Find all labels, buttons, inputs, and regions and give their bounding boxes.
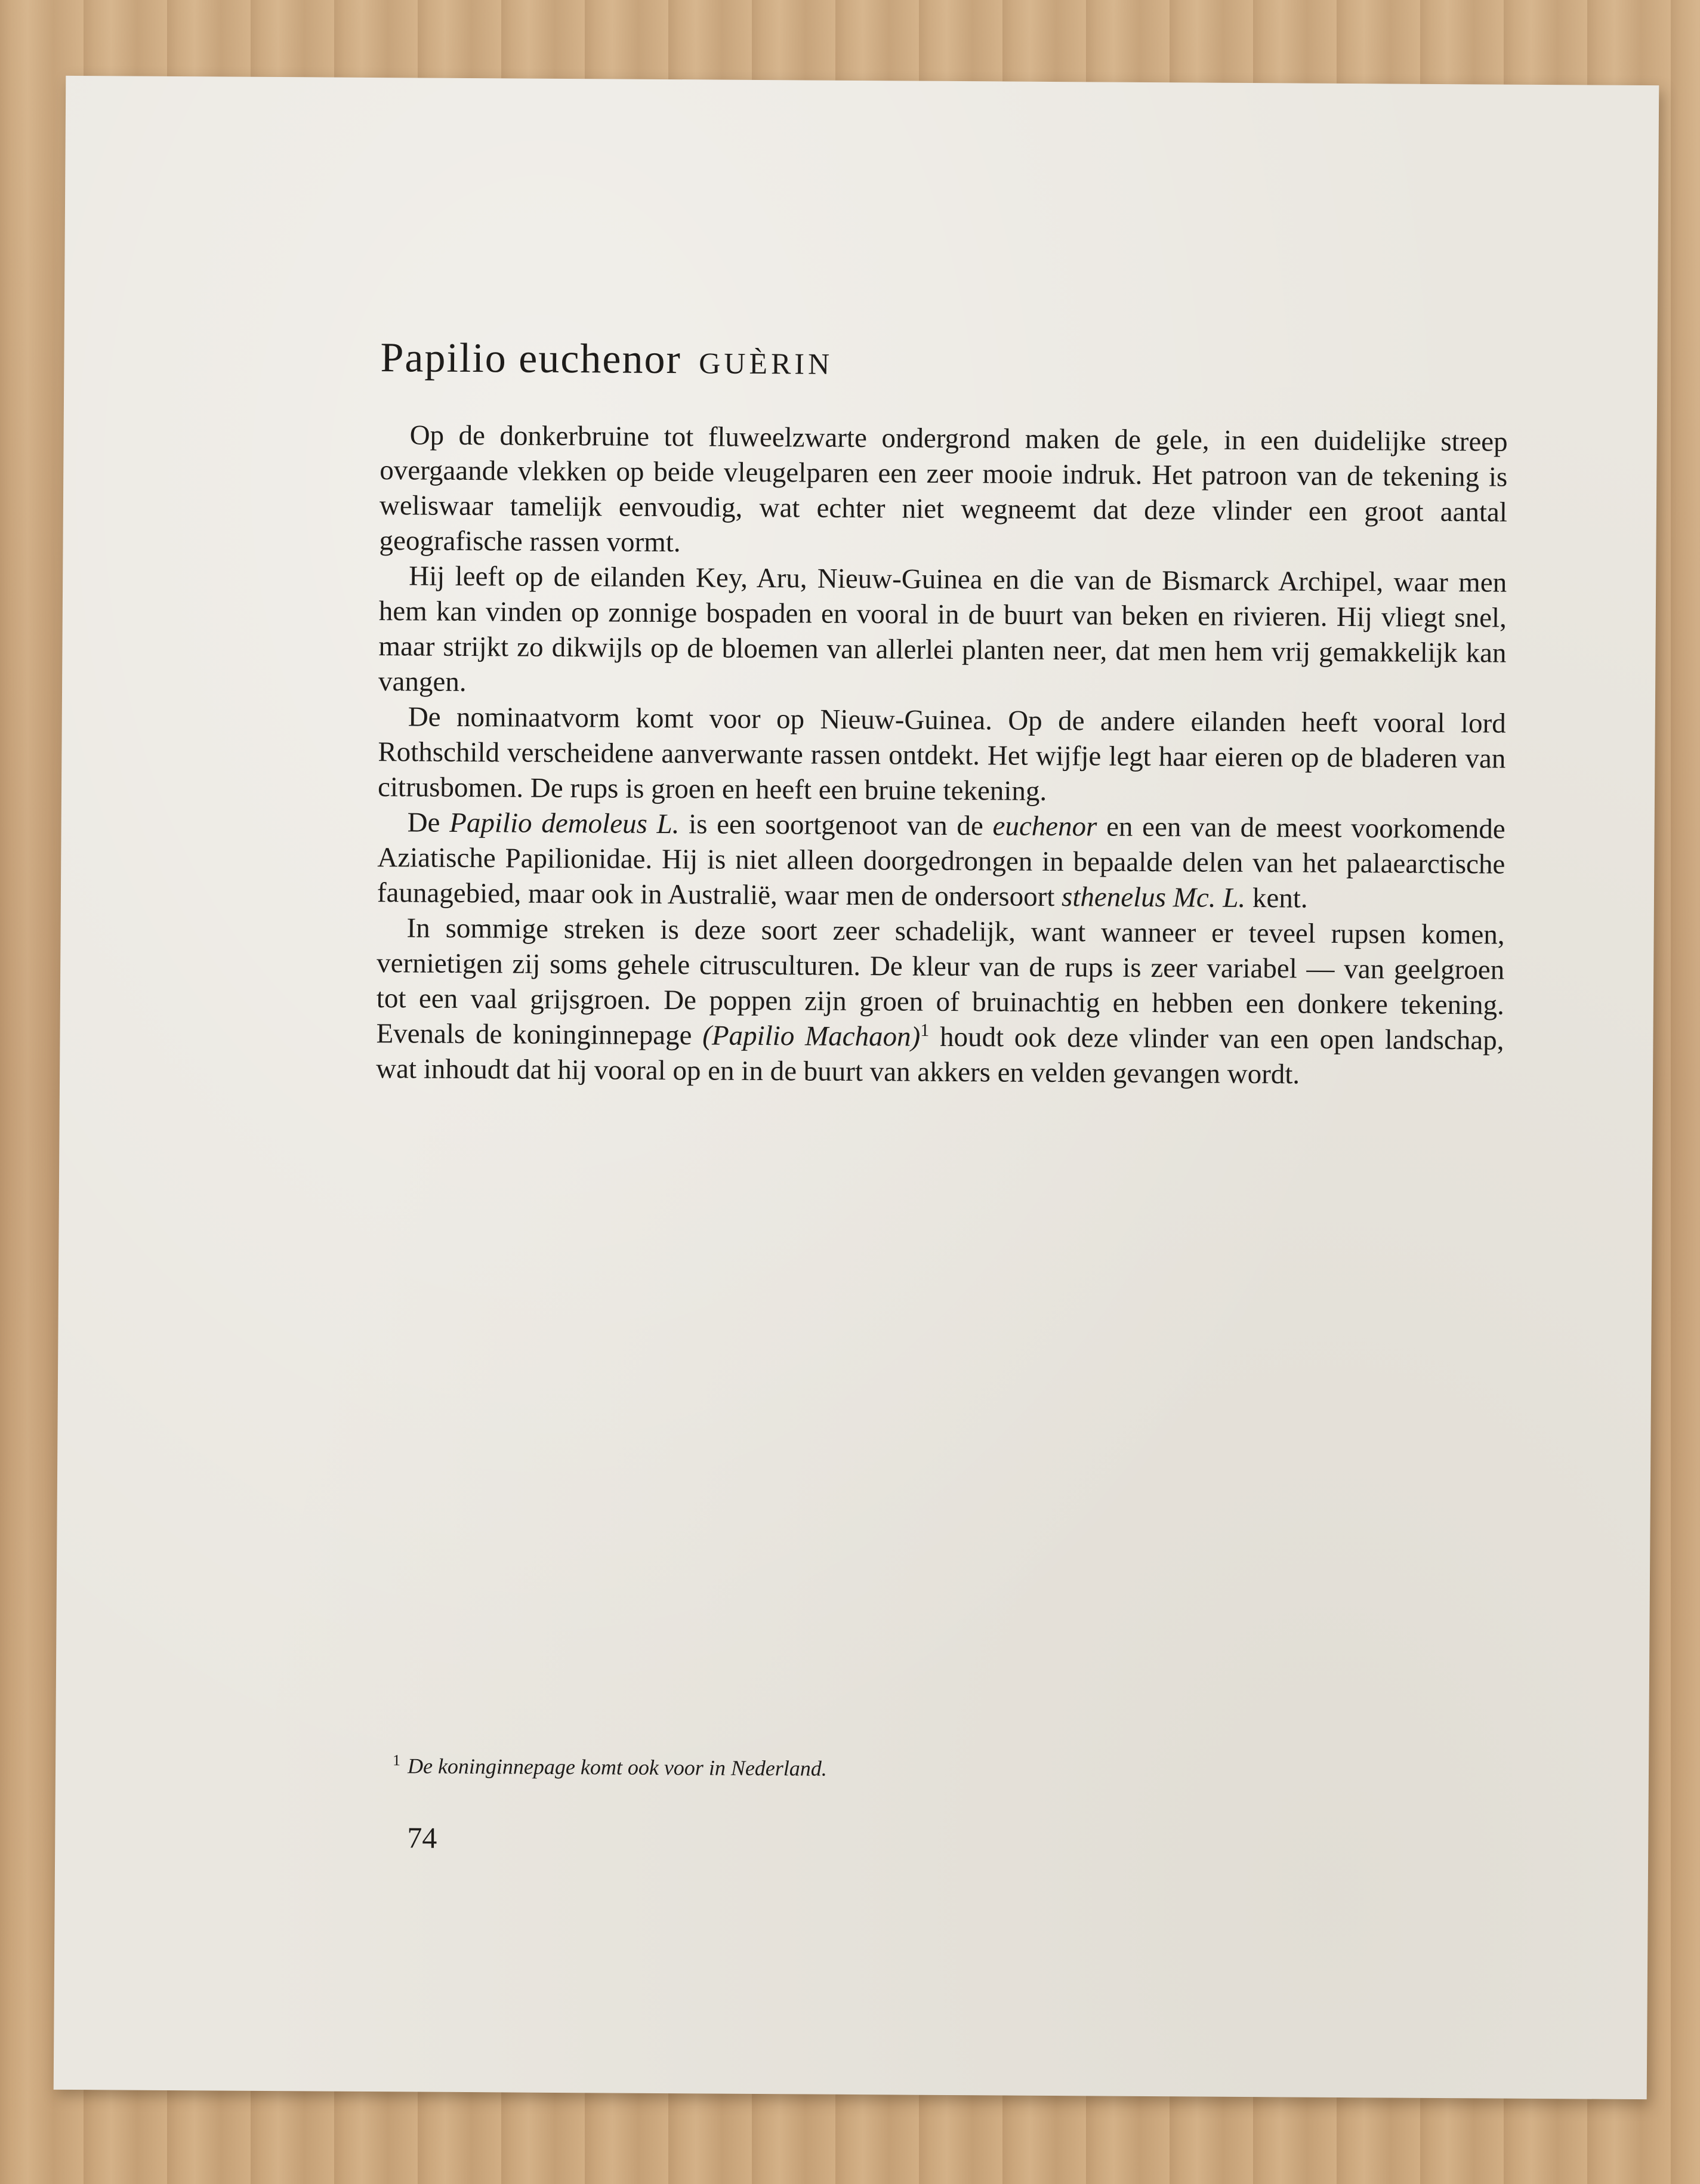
paragraph-5 — [376, 911, 1505, 1094]
text-run: De nominaatvorm komt voor op Nieuw-Guinea. Op de andere eilanden heeft vooral lord Rothschild verscheidene aanverwante rassen ontdekt. Het wijfje legt haar eieren op de bladeren van citrusbomen. De rups is groen en heeft een bruine tekening. — [377, 701, 1506, 807]
text-run: houdt ook deze vlinder van een open landschap, wat inhoudt dat hij vooral op en in de buurt van akkers en velden gevangen wordt. — [376, 1021, 1504, 1090]
italic-term: sthenelus Mc. L. — [1061, 881, 1246, 914]
author-name: GUÈRIN — [699, 346, 834, 381]
title-text: Papilio euchenor — [380, 335, 682, 383]
text-run: en een van de meest voorkomende Aziatische Papilionidae. Hij is niet alleen doorgedrongen in bepaalde delen van het palaearctische faunagebied, maar ook in Australië, waar men de ondersoort — [377, 811, 1505, 913]
text-run: Hij leeft op de eilanden Key, Aru, Nieuw-Guinea en die van de Bismarck Archipel, waar men hem kan vinden op zonnige bospaden en vooral in de buurt van beken en rivieren. Hij vliegt snel, maar strijkt zo dikwijls op de bloemen van allerlei planten neer, dat men hem vrij gemakkelijk kan vangen. — [378, 560, 1507, 698]
footnote-reference: 1 — [920, 1020, 930, 1041]
italic-term: (Papilio Machaon) — [702, 1020, 921, 1053]
footnote-marker: 1 — [393, 1751, 401, 1769]
footnote — [393, 1751, 827, 1781]
text-run: kent. — [1245, 882, 1308, 914]
paragraph-4 — [377, 805, 1505, 918]
text-run: In sommige streken is deze soort zeer schadelijk, want wanneer er teveel rupsen komen, vernietigen zij soms gehele citrusculturen. De kleur van de rups is zeer variabel — van geelgroen tot een vaal grijsgroen. De poppen zijn groen of bruinachtig en hebben een donkere tekening. Evenals de koninginnepage — [376, 912, 1505, 1051]
body-text — [376, 418, 1508, 1094]
text-run: De — [407, 807, 450, 838]
paragraph-2 — [378, 559, 1507, 707]
text-run: Op de donkerbruine tot fluweelzwarte ondergrond maken de gele, in een duidelijke streep overgaande vlekken op beide vleugelparen een zeer mooie indruk. Het patroon van de tekening is weliswaar tamelijk eenvoudig, wat echter niet wegneemt dat deze vlinder een groot aantal geografische rassen vormt. — [379, 419, 1508, 559]
paragraph-3 — [378, 699, 1506, 812]
document-page — [54, 76, 1659, 2099]
italic-term: euchenor — [992, 810, 1097, 843]
paragraph-1 — [379, 418, 1507, 566]
italic-term: Papilio demoleus L. — [449, 807, 680, 840]
page-title — [380, 334, 833, 385]
page-number: 74 — [407, 1821, 437, 1855]
text-run: is een soortgenoot van de — [679, 809, 993, 842]
footnote-text: De koninginnepage komt ook voor in Nederland. — [407, 1754, 827, 1781]
